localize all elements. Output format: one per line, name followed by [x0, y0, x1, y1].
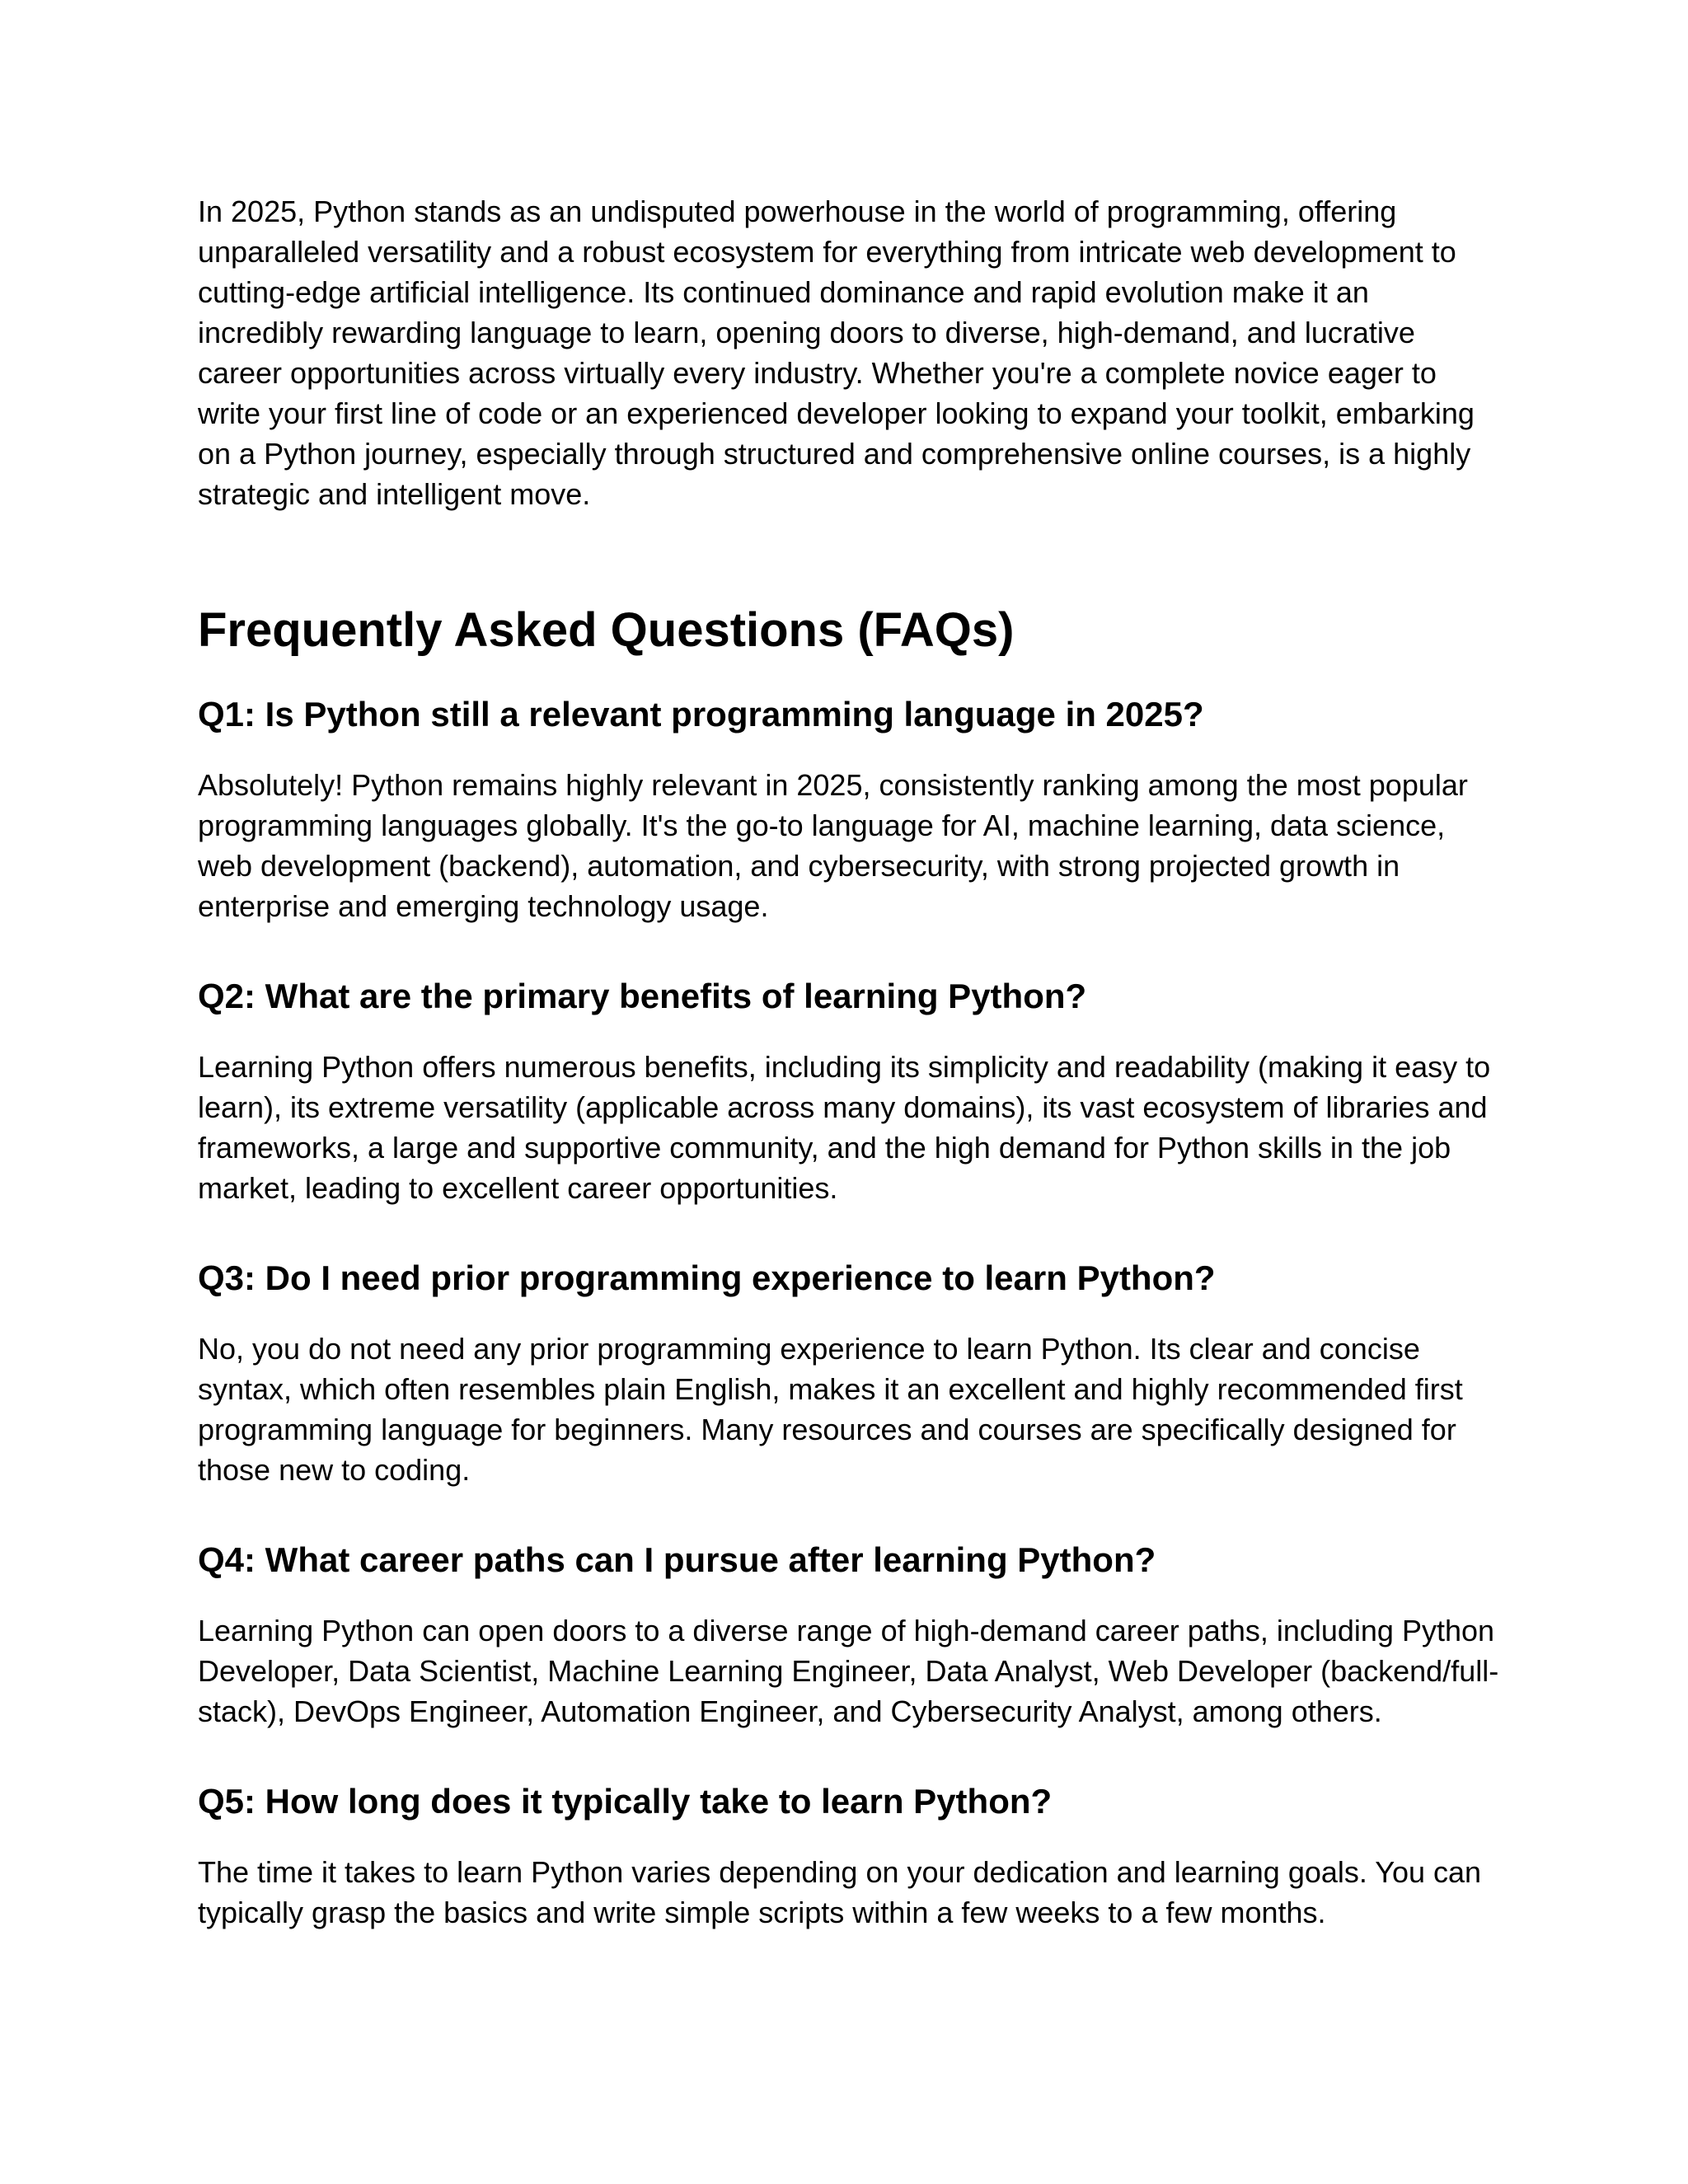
faq-answer-4: Learning Python can open doors to a diverse range of high-demand career paths, including Python Developer, Data Scientist, Machine Learning Engineer, Data Analyst, Web Developer (backend/full-stack), DevOps Engineer, Automation Engineer, and Cybersecurity Analyst, among others.	[198, 1614, 1499, 1728]
faq-answer-5: The time it takes to learn Python varies depending on your dedication and learning goals. You can typically grasp the basics and write simple scripts within a few weeks to a few months.	[198, 1855, 1482, 1929]
faq-question-5: Q5: How long does it typically take to learn Python?	[198, 1782, 1053, 1821]
faq-answer-2: Learning Python offers numerous benefits, including its simplicity and readability (making it easy to learn), its extreme versatility (applicable across many domains), its vast ecosystem of libraries and frameworks, a large and supportive community, and the high demand for Python skills in the job market, leading to excellent career opportunities.	[198, 1050, 1491, 1205]
faq-question-2: Q2: What are the primary benefits of learning Python?	[198, 977, 1087, 1015]
faq-answer-3: No, you do not need any prior programming experience to learn Python. Its clear and concise syntax, which often resembles plain English, makes it an excellent and highly recommended first programming language for beginners. Many resources and courses are specifically designed for those new to coding.	[198, 1332, 1463, 1487]
faq-question-3: Q3: Do I need prior programming experience to learn Python?	[198, 1258, 1216, 1297]
faq-question-4: Q4: What career paths can I pursue after learning Python?	[198, 1540, 1156, 1579]
faq-item-2	[198, 974, 1500, 1208]
faq-item-5	[198, 1779, 1500, 1933]
document-page	[198, 191, 1500, 1933]
faq-heading: Frequently Asked Questions (FAQs)	[198, 603, 1015, 657]
faq-item-4	[198, 1538, 1500, 1732]
faq-item-1	[198, 692, 1500, 926]
intro-paragraph: In 2025, Python stands as an undisputed powerhouse in the world of programming, offering unparalleled versatility and a robust ecosystem for everything from intricate web development to cutting-edge artificial intelligence. Its continued dominance and rapid evolution make it an incredibly rewarding language to learn, opening doors to diverse, high-demand, and lucrative career opportunities across virtually every industry. Whether you're a complete novice eager to write your first line of code or an experienced developer looking to expand your toolkit, embarking on a Python journey, especially through structured and comprehensive online courses, is a highly strategic and intelligent move.	[198, 194, 1475, 511]
faq-answer-1: Absolutely! Python remains highly relevant in 2025, consistently ranking among the most popular programming languages globally. It's the go-to language for AI, machine learning, data science, web development (backend), automation, and cybersecurity, with strong projected growth in enterprise and emerging technology usage.	[198, 768, 1468, 923]
faq-question-1: Q1: Is Python still a relevant programming language in 2025?	[198, 695, 1204, 733]
faq-item-3	[198, 1256, 1500, 1490]
